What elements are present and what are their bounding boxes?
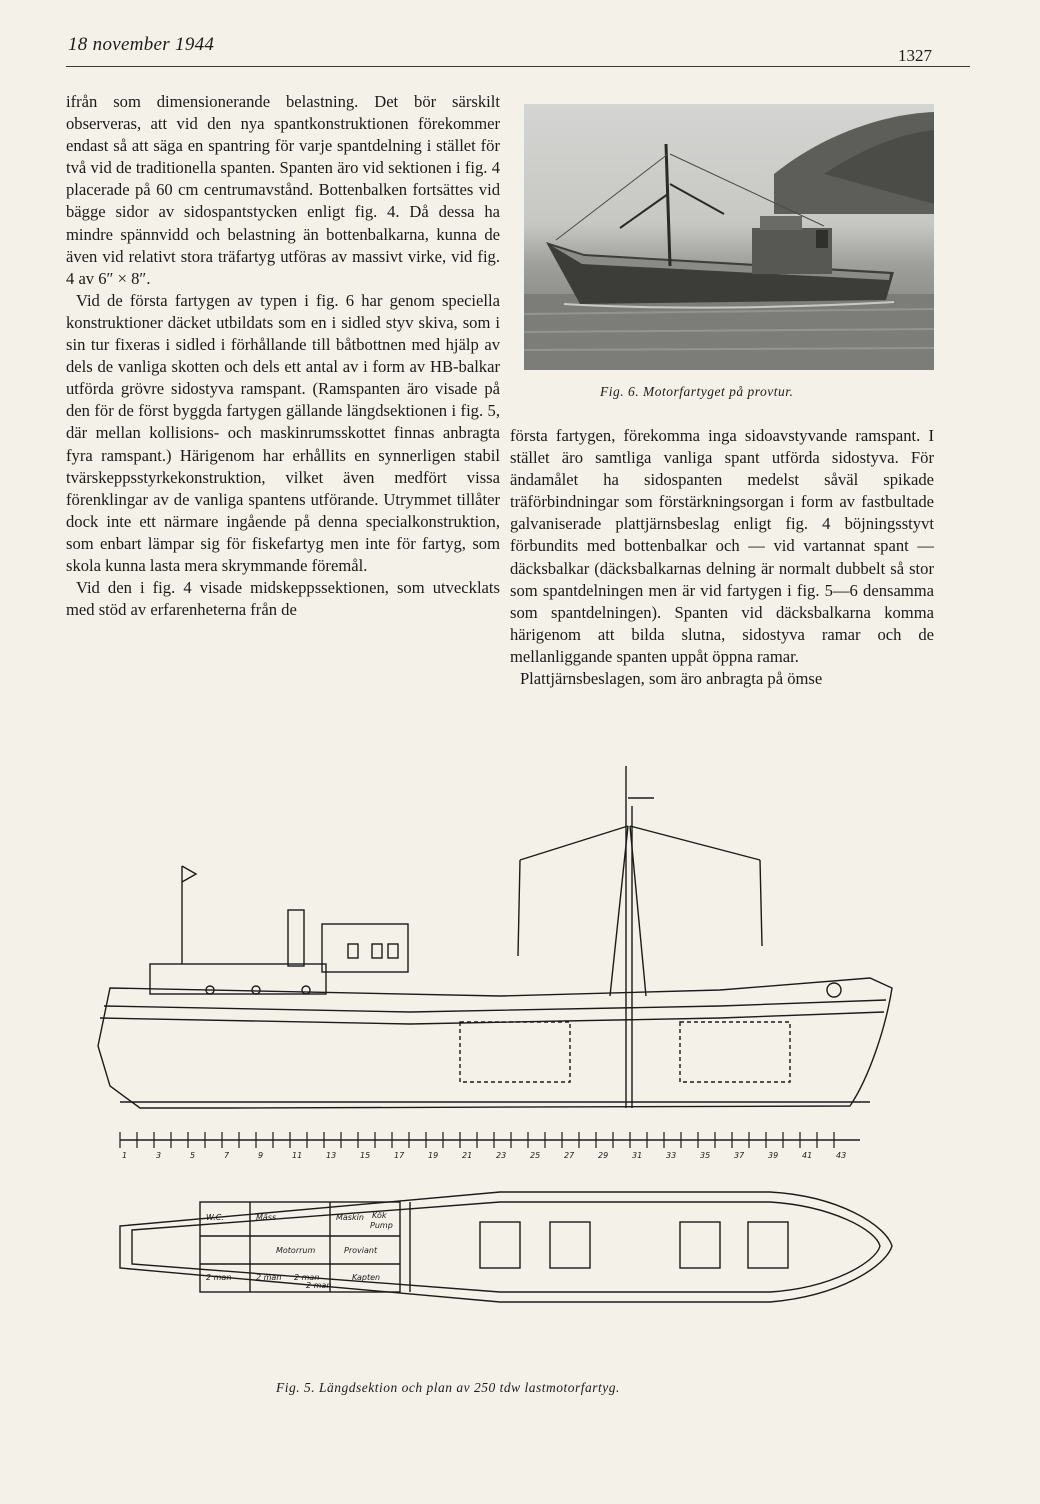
plan-hatch-4 <box>748 1222 788 1268</box>
wheelhouse <box>322 924 408 972</box>
room-label: Maskin <box>336 1213 364 1222</box>
right-paragraph-1: första fartygen, förekomma inga sidoavstyvande ramspant. I stället äro samtliga vanliga spant utförda sidostyva. För ändamålet ha sidospanten medelst såväl spikade träförbindningar som förstärkningsorgan i form av fastbultade galvaniserade plattjärnsbeslag enligt fig. 4 böjningsstyvt förbundits med bottenbalkar och — vid vartannat spant — däcksbalkar (däcksbalkarnas delning är normalt dubbelt så stor som spantdelningen men är vid fartygen i fig. 5—6 densamma som spantdelningen). Spanten vid däcksbalkarna komma härigenom att bilda slutna, sidostyva ramar och de mellanliggande spanten uppåt öppna ramar. <box>510 426 934 666</box>
left-paragraph-2: Vid de första fartygen av typen i fig. 6 har genom speciella konstruktioner däcket utbildats som en i sidled styv skiva, som i sin tur fixeras i sidled i förhållande till båtbottnen med hjälp av dels de vanliga skotten och dels ett antal av i form av HB-balkar utförda grövre sidostyva ramspant. (Ramspanten äro visade på den för de först byggda fartygen gällande längdsektionen i fig. 5, där mellan kollisions- och maskinrumsskottet finnas anbragta fyra ramspant.) Härigenom har erhållits en synnerligen stabil tvärskeppsstyrkekonstruktion, vilket även medfört vissa förenklingar av de vanliga spantens utförande. Utrymmet tillåter dock inte ett närmare ingående på denna specialkonstruktion, som enbart lämpar sig för fiskefartyg men inte för fartyg, som skola kunna lasta mera skrymmande föremål. <box>66 290 500 575</box>
boom-fall-fwd <box>760 860 762 946</box>
hatch-1 <box>460 1022 570 1082</box>
ship-photo-illustration <box>524 104 934 370</box>
ship-mast <box>666 144 670 266</box>
room-label: Proviant <box>344 1246 378 1255</box>
ship-wheelhouse <box>760 216 802 230</box>
hatch-2 <box>680 1022 790 1082</box>
plan-hatch-2 <box>550 1222 590 1268</box>
right-paragraph-2: Plattjärnsbeslagen, som äro anbragta på ömse <box>519 669 823 689</box>
room-label: Kapten <box>352 1273 381 1282</box>
frame-number: 25 <box>530 1151 541 1160</box>
room-label: Kök <box>372 1211 387 1220</box>
frame-number: 29 <box>598 1151 609 1160</box>
porthole-2 <box>252 986 260 994</box>
frame-number: 3 <box>156 1151 162 1160</box>
frame-number: 31 <box>632 1151 643 1160</box>
room-label: 2 man <box>256 1273 282 1282</box>
wheelhouse-window-3 <box>388 944 398 958</box>
room-label: W.C. <box>206 1213 224 1222</box>
ship-photo <box>524 104 934 370</box>
wheelhouse-window-2 <box>372 944 382 958</box>
right-column <box>510 425 934 690</box>
frame-number: 13 <box>326 1151 337 1160</box>
ship-stay-forward <box>556 154 668 240</box>
frame-number: 35 <box>700 1151 711 1160</box>
boom-fall-aft <box>518 860 520 956</box>
frame-number: 17 <box>394 1151 405 1160</box>
room-label: 2 man <box>294 1273 320 1282</box>
elevation-hull <box>98 978 892 1108</box>
frame-number: 1 <box>122 1151 128 1160</box>
funnel <box>288 910 304 966</box>
room-label: Pump <box>370 1221 393 1230</box>
frame-number: 11 <box>292 1151 303 1160</box>
header-date: 18 november 1944 <box>68 34 215 55</box>
porthole-3 <box>302 986 310 994</box>
frame-number: 37 <box>734 1151 745 1160</box>
frame-number: 19 <box>428 1151 439 1160</box>
plan-hatch-1 <box>480 1222 520 1268</box>
frame-number: 39 <box>768 1151 779 1160</box>
frame-number: 41 <box>802 1151 813 1160</box>
room-label: Motorrum <box>276 1246 316 1255</box>
cargo-boom-aft <box>520 826 628 860</box>
plan-hatch-3 <box>680 1222 720 1268</box>
frame-number: 21 <box>462 1151 473 1160</box>
left-column <box>66 91 500 621</box>
frame-number: 27 <box>564 1151 575 1160</box>
frame-number: 9 <box>258 1151 264 1160</box>
frame-number: 7 <box>224 1151 230 1160</box>
header-rule <box>66 66 970 67</box>
hawse-pipe <box>827 983 841 997</box>
left-paragraph-1: ifrån som dimensionerande belastning. Det bör särskilt observeras, att vid den nya spantkonstruktionen förekommer endast så att säga en spantring för varje spantdelning i stället för två vid de traditionella spanten. Spanten äro vid sektionen i fig. 4 placerade på 60 cm centrumavstånd. Bottenbalken fortsättes vid bägge sidor av sidospantstycken enligt fig. 4. Då dessa ha mindre spännvidd och belastning än bottenbalkarna, kunna de även vid relativt stora träfartyg utföras av massivt virke, vid fig. 4 av 6″ × 8″. <box>66 92 500 288</box>
frame-number: 33 <box>666 1151 677 1160</box>
frame-number: 5 <box>190 1151 196 1160</box>
ship-boom-left <box>620 194 668 228</box>
cargo-boom-fwd <box>630 826 760 860</box>
room-label: Mäss <box>256 1213 277 1222</box>
frame-number: 15 <box>360 1151 371 1160</box>
ship-funnel <box>816 230 828 248</box>
wheelhouse-window-1 <box>348 944 358 958</box>
room-label: 2 man <box>206 1273 232 1282</box>
page-number: 1327 <box>898 46 932 65</box>
ship-drawing <box>80 756 920 1346</box>
aft-flag <box>182 866 196 882</box>
room-label: 2 man <box>306 1281 332 1290</box>
frame-numbers <box>122 1151 846 1160</box>
frame-number: 23 <box>496 1151 507 1160</box>
left-paragraph-3: Vid den i fig. 4 visade midskeppssektionen, som utvecklats med stöd av erfarenheterna från de <box>66 578 500 620</box>
figure5-caption: Fig. 5. Längdsektion och plan av 250 tdw lastmotorfartyg. <box>276 1380 620 1395</box>
figure6-caption: Fig. 6. Motorfartyget på provtur. <box>600 384 794 399</box>
frame-number: 43 <box>836 1151 847 1160</box>
plan-hull <box>120 1192 892 1302</box>
ship-boom-right <box>670 184 724 214</box>
elevation-bulwark-line <box>104 1000 886 1012</box>
